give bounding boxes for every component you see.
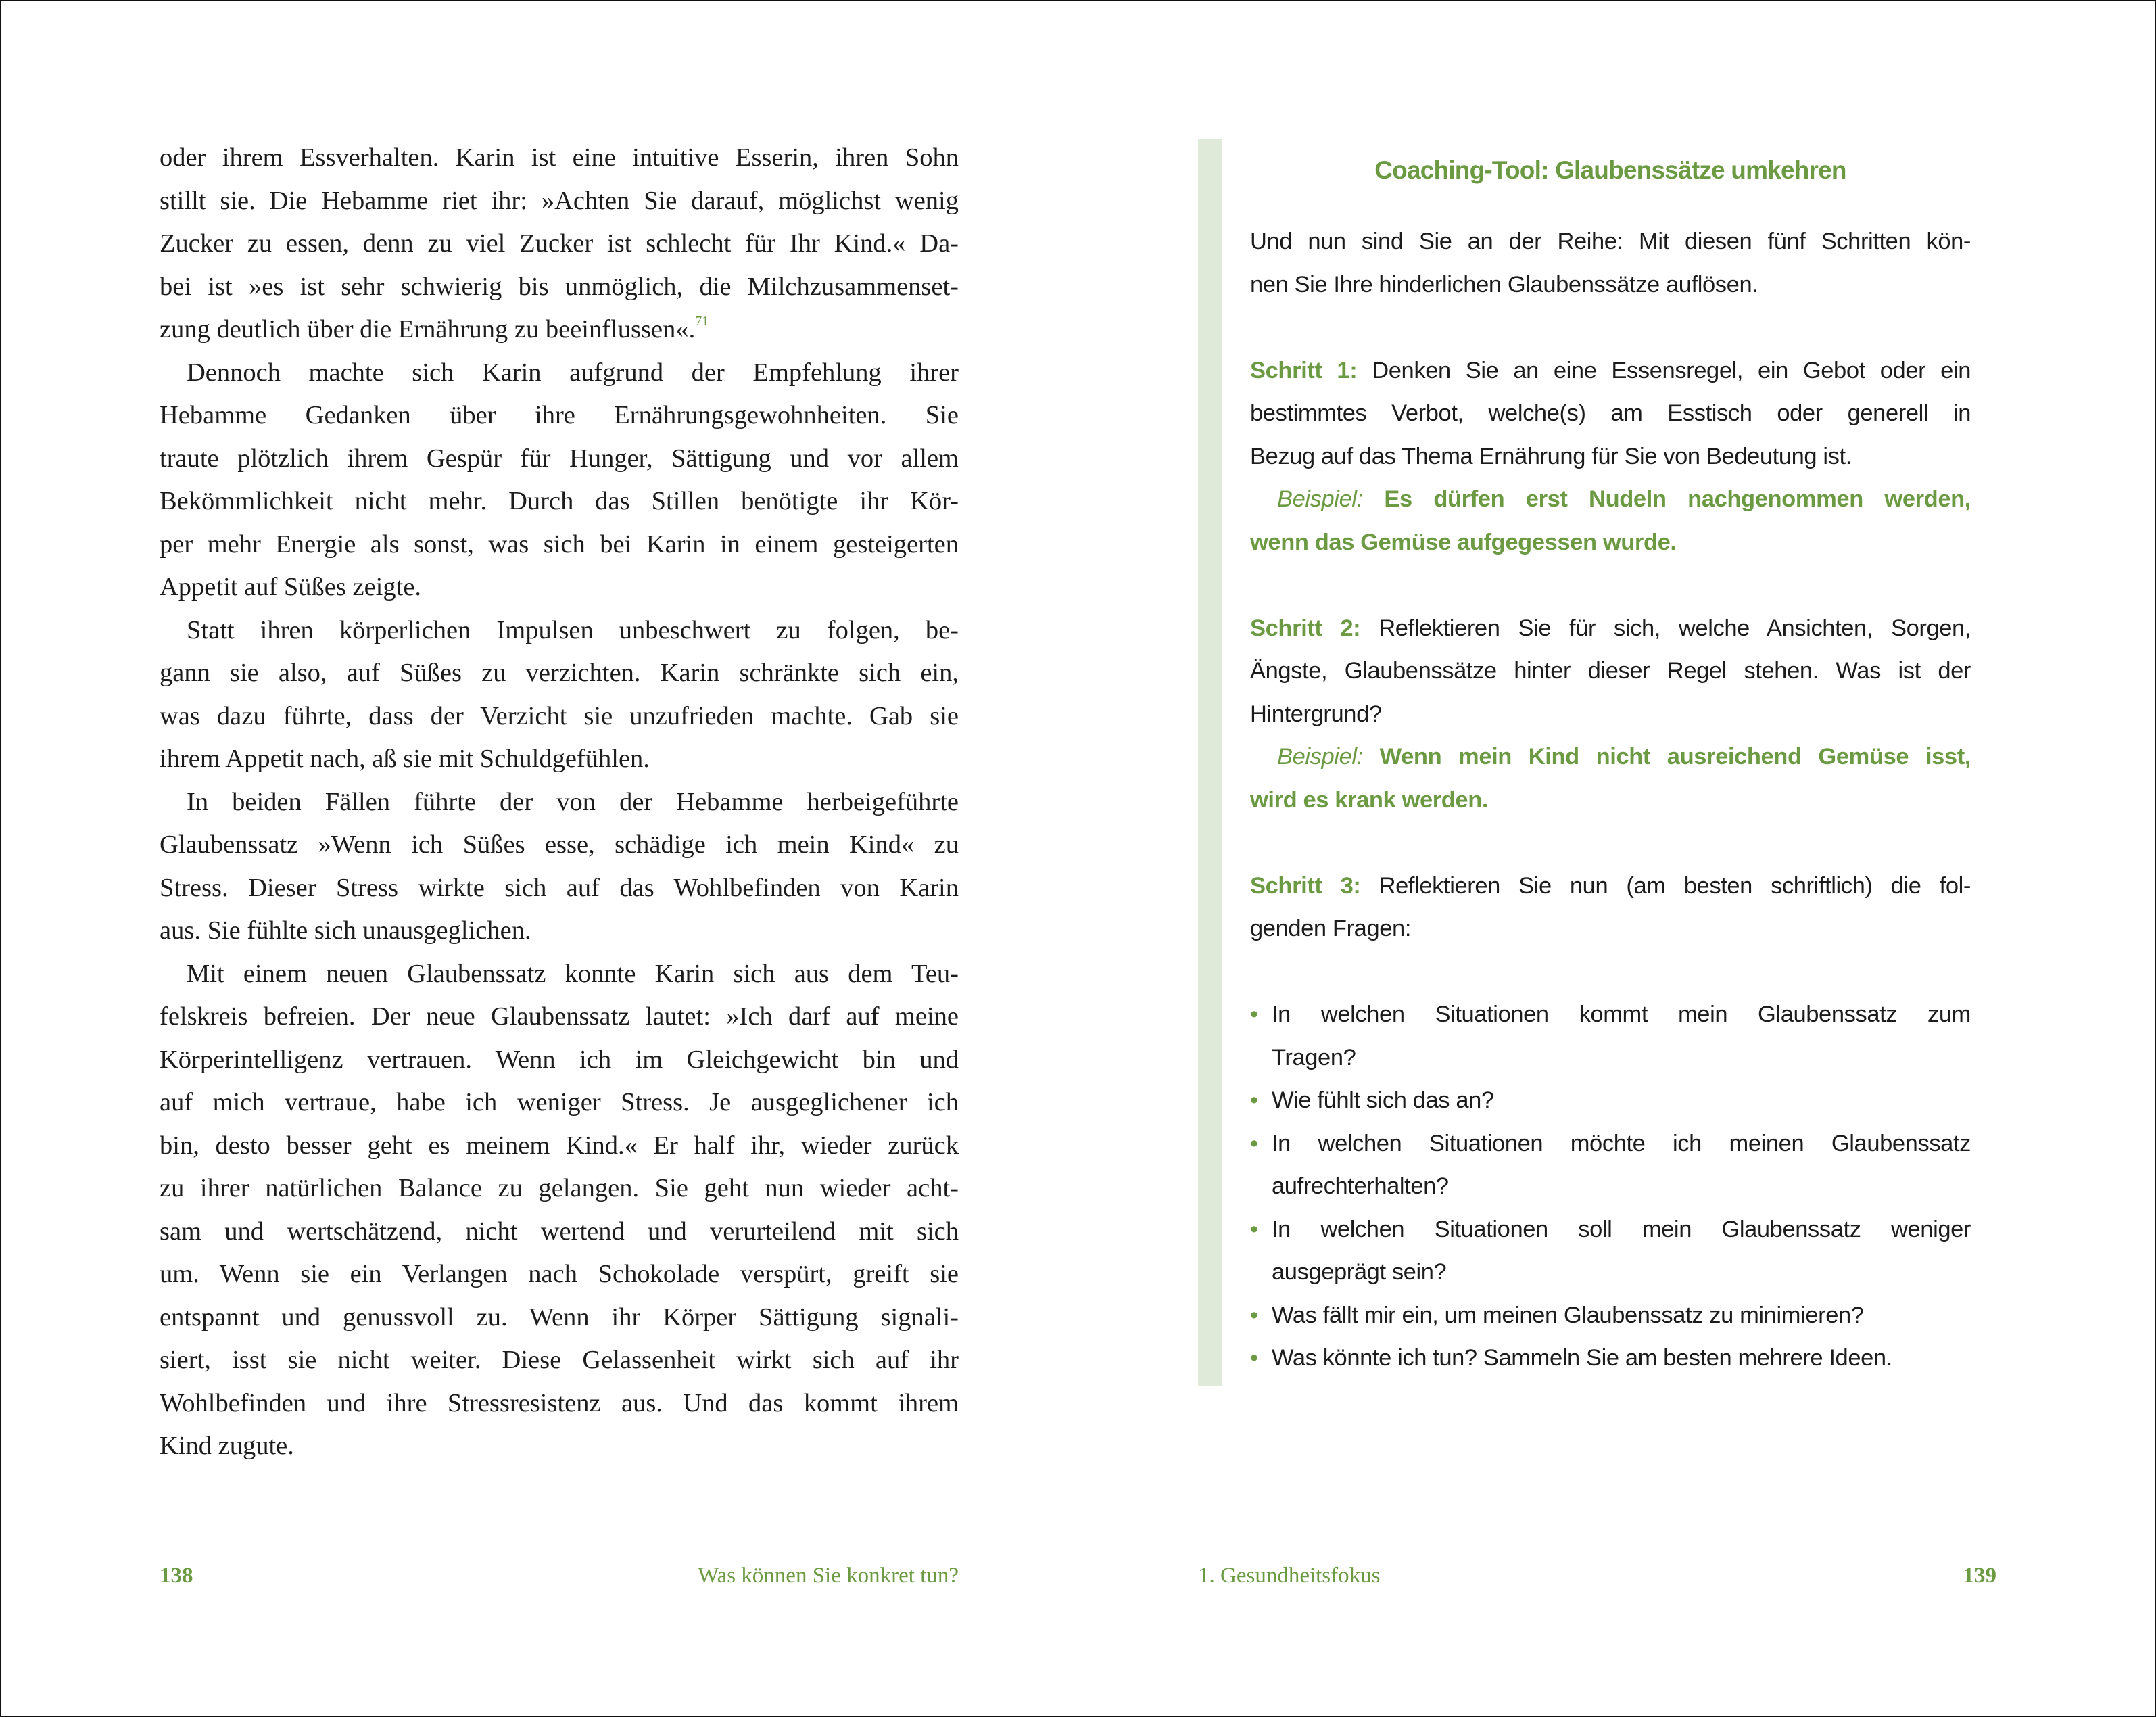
body-line (160, 652, 959, 695)
line-text: Was könnte ich tun? Sammeln Sie am besten mehrere Ideen. (1272, 1345, 1892, 1371)
coaching-box-title: Coaching-Tool: Glaubenssätze umkehren (1374, 156, 1846, 184)
body-line (160, 1339, 959, 1382)
line-text: Und nun sind Sie an der Reihe: Mit diesen fünf Schritten kön- (1250, 229, 1971, 254)
example-text: wenn das Gemüse aufgegessen wurde. (1250, 529, 1677, 555)
step-label: Schritt 1: (1250, 357, 1358, 383)
body-line (160, 1081, 959, 1125)
example-line (1250, 478, 1971, 521)
line-text: gann sie also, auf Süßes zu verzichten. Karin schränkte sich ein, (160, 659, 959, 687)
body-line (160, 953, 959, 996)
step-line (1250, 650, 1971, 693)
coaching-box-body (1250, 220, 1971, 1380)
bullet-line (1250, 1294, 1971, 1338)
example-label: Beispiel: (1277, 486, 1363, 512)
line-text: Ängste, Glaubenssätze hinter dieser Regel stehen. Was ist der (1250, 658, 1971, 684)
body-line (160, 438, 959, 481)
line-text: Bekömmlichkeit nicht mehr. Durch das Stillen benötigte ihr Kör- (160, 487, 959, 515)
line-text: Körperintelligenz vertrauen. Wenn ich im Gleichgewicht bin und (160, 1045, 959, 1074)
line-text: In welchen Situationen kommt mein Glaubenssatz zum (1272, 1002, 1971, 1027)
line-text: stillt sie. Die Hebamme riet ihr: »Achten Sie darauf, möglichst wenig (160, 186, 959, 215)
bullet-icon: • (1250, 1130, 1258, 1156)
body-line (160, 394, 959, 438)
line-text: was dazu führte, dass der Verzicht sie unzufrieden machte. Gab sie (160, 701, 959, 730)
line-text: Glaubenssatz »Wenn ich Süßes esse, schädige ich mein Kind« zu (160, 830, 959, 859)
body-line (160, 1210, 959, 1254)
coaching-box-bar (1198, 139, 1222, 1386)
line-text: sam und wertschätzend, nicht wertend und verurteilend mit sich (160, 1217, 959, 1246)
body-line (160, 1425, 959, 1468)
step-line (1250, 865, 1971, 908)
bullet-icon: • (1250, 1002, 1258, 1027)
line-text: genden Fragen: (1250, 916, 1412, 941)
example-text: Wenn mein Kind nicht ausreichend Gemüse isst, (1362, 744, 1971, 770)
spacer (1250, 822, 1971, 865)
line-text: In beiden Fällen führte der von der Hebamme herbeigeführte (187, 787, 959, 816)
step-line (1250, 693, 1971, 736)
step-label: Schritt 2: (1250, 615, 1361, 641)
step-line (1250, 436, 1971, 479)
line-text: ihrem Appetit nach, aß sie mit Schuldgefühlen. (160, 745, 650, 773)
line-text: Dennoch machte sich Karin aufgrund der Empfehlung ihrer (187, 358, 959, 387)
example-label: Beispiel: (1277, 744, 1363, 770)
line-text: Hintergrund? (1250, 701, 1382, 727)
page-number-right: 139 (1963, 1563, 1996, 1588)
step-line (1250, 392, 1971, 436)
line-text: Wohlbefinden und ihre Stressresistenz aus. Und das kommt ihrem (160, 1388, 959, 1417)
line-text: Reflektieren Sie nun (am besten schriftlich) die fol- (1360, 872, 1971, 899)
line-text: entspannt und genussvoll zu. Wenn ihr Körper Sättigung signali- (160, 1302, 959, 1332)
line-text: zung deutlich über die Ernährung zu beeinflussen«. (160, 315, 696, 344)
body-line (160, 1167, 959, 1210)
body-line (160, 222, 959, 266)
line-text: oder ihrem Essverhalten. Karin ist eine intuitive Esserin, ihren Sohn (160, 143, 959, 172)
step-line (1250, 607, 1971, 651)
spacer (1250, 951, 1971, 994)
spacer (1250, 306, 1971, 350)
example-line (1250, 779, 1971, 822)
line-text: Bezug auf das Thema Ernährung für Sie von Bedeutung ist. (1250, 443, 1852, 469)
body-line (160, 1253, 959, 1296)
bullet-line (1250, 1123, 1971, 1166)
body-line (160, 910, 959, 953)
line-text: Mit einem neuen Glaubenssatz konnte Karin sich aus dem Teu- (187, 959, 959, 988)
body-line (160, 137, 959, 180)
body-line (160, 1039, 959, 1082)
line-text: In welchen Situationen möchte ich meinen Glaubenssatz (1272, 1130, 1971, 1156)
line-text: Stress. Dieser Stress wirkte sich auf das Wohlbefinden von Karin (160, 873, 959, 902)
step-line (1250, 908, 1971, 951)
bullet-line (1250, 1251, 1971, 1294)
body-line (160, 867, 959, 910)
left-page-body (160, 137, 959, 1468)
line-text: traute plötzlich ihrem Gespür für Hunger, Sättigung und vor allem (160, 444, 959, 473)
body-line (160, 266, 959, 309)
body-line (160, 695, 959, 738)
body-line (160, 480, 959, 523)
line-text: Zucker zu essen, denn zu viel Zucker ist schlecht für Ihr Kind.« Da- (160, 229, 959, 258)
line-text: bestimmtes Verbot, welche(s) am Esstisch oder generell in (1250, 400, 1971, 426)
body-line (160, 523, 959, 567)
line-text: Statt ihren körperlichen Impulsen unbeschwert zu folgen, be- (187, 615, 959, 644)
line-text: bin, desto besser geht es meinem Kind.« Er half ihr, wieder zurück (160, 1131, 959, 1160)
running-head-right: 1. Gesundheitsfokus (1198, 1563, 1381, 1588)
line-text: Was fällt mir ein, um meinen Glaubenssatz zu minimieren? (1272, 1302, 1864, 1328)
body-line (160, 1296, 959, 1340)
bullet-line (1250, 1079, 1971, 1123)
line-text: In welchen Situationen soll mein Glaubenssatz weniger (1272, 1216, 1971, 1242)
body-line (160, 308, 959, 352)
line-text: um. Wenn sie ein Verlangen nach Schokolade verspürt, greift sie (160, 1260, 959, 1288)
step-line (1250, 350, 1971, 393)
running-head-left: Was können Sie konkret tun? (698, 1563, 959, 1588)
line-text: Kind zugute. (160, 1432, 294, 1460)
line-text: Appetit auf Süßes zeigte. (160, 573, 422, 601)
body-line (160, 1382, 959, 1426)
line-text: nen Sie Ihre hinderlichen Glaubenssätze auflösen. (1250, 271, 1758, 298)
line-text: felskreis befreien. Der neue Glaubenssatz lautet: »Ich darf auf meine (160, 1002, 959, 1031)
body-line (160, 824, 959, 867)
spacer (1250, 564, 1971, 607)
body-line (160, 566, 959, 609)
line-text: per mehr Energie als sonst, was sich bei Karin in einem gesteigerten (160, 530, 959, 559)
line-text: Denken Sie an eine Essensregel, ein Gebot oder ein (1357, 357, 1971, 383)
line-text: ausgeprägt sein? (1272, 1259, 1447, 1285)
bullet-icon: • (1250, 1302, 1258, 1328)
example-text: Es dürfen erst Nudeln nachgenommen werden, (1362, 486, 1971, 512)
bullet-line (1250, 1208, 1971, 1252)
example-line (1250, 736, 1971, 779)
body-line (160, 609, 959, 653)
body-line (160, 738, 959, 781)
page-number-left: 138 (160, 1563, 193, 1588)
line-text: aus. Sie fühlte sich unausgeglichen. (160, 916, 531, 945)
line-text: zu ihrer natürlichen Balance zu gelangen. Sie geht nun wieder acht- (160, 1174, 959, 1202)
line-text: Wie fühlt sich das an? (1272, 1087, 1494, 1113)
bullet-icon: • (1250, 1345, 1258, 1371)
body-line (160, 995, 959, 1039)
intro-line (1250, 264, 1971, 307)
intro-line (1250, 220, 1971, 264)
bullet-line (1250, 1037, 1971, 1080)
footnote-ref: 71 (695, 314, 709, 329)
line-text: auf mich vertraue, habe ich weniger Stress. Je ausgeglichener ich (160, 1088, 959, 1116)
bullet-icon: • (1250, 1087, 1258, 1113)
line-text: Hebamme Gedanken über ihre Ernährungsgewohnheiten. Sie (160, 401, 959, 429)
body-line (160, 180, 959, 223)
line-text: bei ist »es ist sehr schwierig bis unmöglich, die Milchzusammenset- (160, 272, 959, 301)
body-line (160, 781, 959, 824)
step-label: Schritt 3: (1250, 872, 1361, 899)
bullet-icon: • (1250, 1216, 1258, 1242)
line-text: aufrechterhalten? (1272, 1173, 1449, 1199)
bullet-line (1250, 1165, 1971, 1208)
example-line (1250, 521, 1971, 565)
line-text: siert, isst sie nicht weiter. Diese Gelassenheit wirkt sich auf ihr (160, 1346, 959, 1374)
bullet-line (1250, 1337, 1971, 1380)
example-text: wird es krank werden. (1250, 786, 1489, 813)
body-line (160, 1125, 959, 1168)
bullet-line (1250, 993, 1971, 1037)
line-text: Tragen? (1272, 1044, 1356, 1071)
body-line (160, 352, 959, 395)
line-text: Reflektieren Sie für sich, welche Ansichten, Sorgen, (1360, 615, 1971, 641)
